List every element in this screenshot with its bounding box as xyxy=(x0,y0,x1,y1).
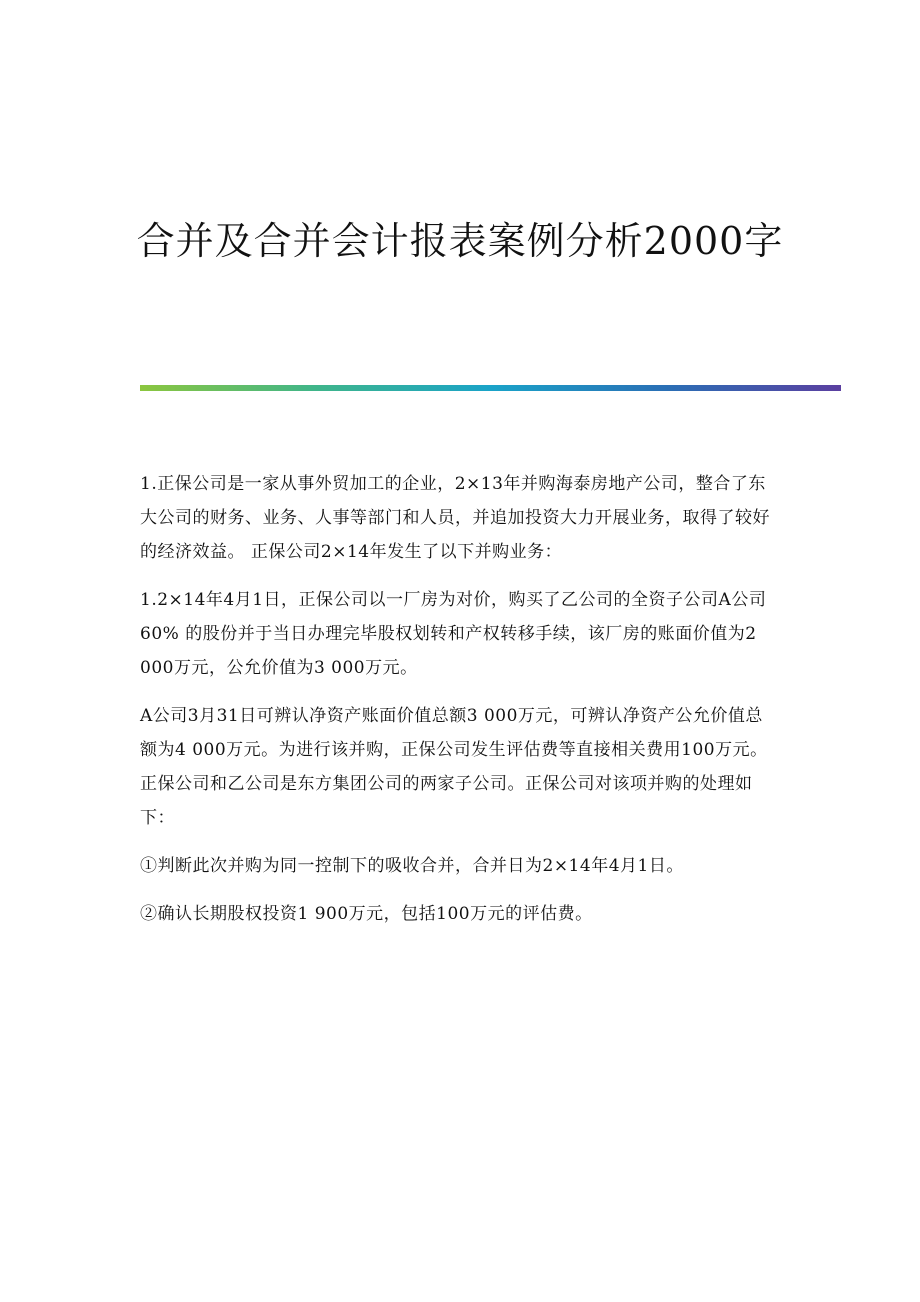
document-title: 合并及合并会计报表案例分析2000字 xyxy=(136,219,784,263)
paragraph-4: ①判断此次并购为同一控制下的吸收合并，合并日为2×14年4月1日。 xyxy=(140,856,684,876)
paragraph-5: ②确认长期股权投资1 900万元，包括100万元的评估费。 xyxy=(140,904,593,924)
paragraph-3: A公司3月31日可辨认净资产账面价值总额3 000万元，可辨认净资产公允价值总额为4 000万元。为进行该并购，正保公司发生评估费等直接相关费用100万元。正保公司和乙公司是东方集团公司的两家子公司。正保公司对该项并购的处理如下： xyxy=(140,706,768,828)
paragraph-2: 1.2×14年4月1日，正保公司以一厂房为对价，购买了乙公司的全资子公司A公司60% 的股份并于当日办理完毕股权划转和产权转移手续，该厂房的账面价值为2 000万元，公允价值为3 000万元。 xyxy=(140,590,767,678)
title-divider xyxy=(140,385,841,391)
document-body xyxy=(140,467,780,945)
paragraph-1: 1.正保公司是一家从事外贸加工的企业，2×13年并购海泰房地产公司，整合了东大公司的财务、业务、人事等部门和人员，并追加投资大力开展业务，取得了较好的经济效益。 正保公司2×14年发生了以下并购业务： xyxy=(140,474,770,562)
